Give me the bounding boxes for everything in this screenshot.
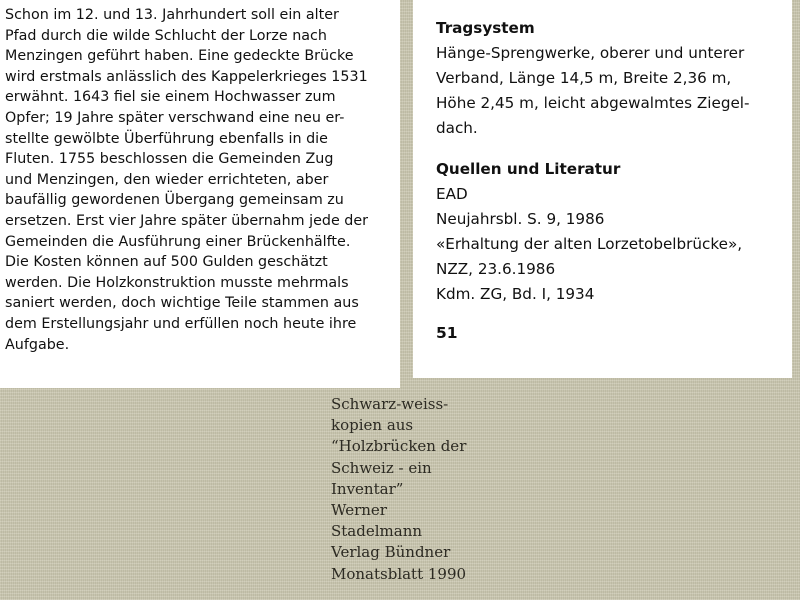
reference-line: «Erhaltung der alten Lorzetobelbrücke», [436,235,743,253]
text-line: stellte gewölbte Überführung ebenfalls in die [5,130,328,147]
quellen-heading: Quellen und Literatur [436,160,621,178]
text-line: dem Erstellungsjahr und erfüllen noch heute ihre [5,315,357,332]
text-line: und Menzingen, den wieder errichteten, aber [5,171,329,188]
text-line: Aufgabe. [5,336,70,353]
text-line: erwähnt. 1643 fiel sie einem Hochwasser zum [5,89,336,106]
page-number: 51 [436,324,458,342]
text-line: Gemeinden die Ausführung einer Brückenhälfte. [5,233,351,250]
text-line: saniert werden, doch wichtige Teile stammen aus [5,295,359,312]
text-line: Menzingen geführt haben. Eine gedeckte Brücke [5,48,354,65]
tragsystem-line: Hänge-Sprengwerke, oberer und unterer [436,44,745,62]
right-text-clipping [413,0,792,378]
tragsystem-line: dach. [436,119,478,137]
caption-line: Inventar” [331,479,404,498]
text-line: Pfad durch die wilde Schlucht der Lorze nach [5,27,327,44]
text-line: Die Kosten können auf 500 Gulden geschätzt [5,254,328,271]
tragsystem-heading: Tragsystem [436,19,535,37]
source-caption [331,394,531,585]
caption-line: Stadelmann [331,522,423,541]
text-line: wird erstmals anlässlich des Kappelerkrieges 1531 [5,68,368,85]
reference-line: Neujahrsbl. S. 9, 1986 [436,210,605,228]
caption-line: kopien aus [331,416,414,435]
caption-line: Werner [331,501,387,520]
left-text-clipping [0,0,400,388]
text-line: werden. Die Holzkonstruktion musste mehrmals [5,274,349,291]
reference-line: NZZ, 23.6.1986 [436,260,556,278]
caption-line: Schwarz-weiss- [331,395,449,413]
caption-line: “Holzbrücken der [331,437,467,456]
text-line: Opfer; 19 Jahre später verschwand eine neu er- [5,109,345,126]
reference-line: EAD [436,185,468,203]
text-line: Schon im 12. und 13. Jahrhundert soll ein alter [5,7,339,23]
caption-line: Monatsblatt 1990 [331,564,467,583]
tragsystem-line: Höhe 2,45 m, leicht abgewalmtes Ziegel- [436,94,750,112]
text-line: baufällig gewordenen Übergang gemeinsam zu [5,192,344,209]
text-line: Fluten. 1755 beschlossen die Gemeinden Zug [5,151,334,168]
tragsystem-line: Verband, Länge 14,5 m, Breite 2,36 m, [436,69,732,87]
caption-line: Schweiz - ein [331,458,432,477]
reference-line: Kdm. ZG, Bd. I, 1934 [436,285,595,303]
section-spacer [436,141,786,157]
text-line: ersetzen. Erst vier Jahre später übernahm jede der [5,212,369,229]
caption-line: Verlag Bündner [331,543,451,562]
